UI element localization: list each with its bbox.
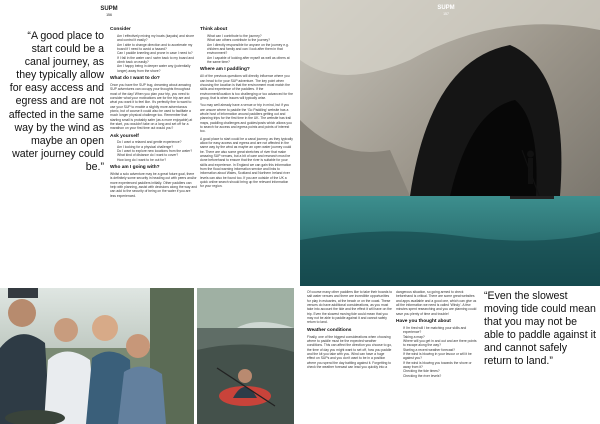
left-pullquote: “A good place to start could be a canal journey, as they typically allow for easy access and egress and are not affected in the same way by the wind as maybe an open water journey could be.” [8,30,104,173]
think-list [200,34,293,64]
think-heading: Think about [200,27,228,33]
who-paragraph: Whilst a solo adventure may be a great future goal, there is definitely some security in heading out with peers and/or more experienced paddlers initially. Other paddlers can help with planning, assist with decisions along the way and can add to the security of being on the water if you are less experienced. [110,171,197,198]
list-item: • Am I looking for a physical challenge? [117,145,197,149]
forecast-paragraph: dangerous situation, so going armed to check beforehand is critical. There are some great websites and apps available and a good one, which can give us all the information we need is called ‘Windy’. A few minutes spent researching and you are planning could save you plenty of time and trouble! [396,290,477,316]
list-item: • Do I want a relaxed and gentle experience? [117,140,197,144]
self-heading: Ask yourself [110,133,139,139]
kayak-photo [197,288,294,424]
group-photo-image [0,288,194,424]
column-2 [200,26,293,288]
list-item: • Taking a map? [403,335,478,339]
right-page-number: 157 [443,12,449,16]
sea-cave-image [300,0,600,286]
list-item: • Am I able to change direction and to accelerate my board if I need to avoid a hazard? [117,43,197,52]
list-item: • Am I capable of looking after myself as well as others at the same time? [207,56,293,65]
column-4 [396,290,478,422]
list-item: • Am I effectively mixing my boats (kayaks) and shore and control it easily? [117,34,197,43]
list-item: • Do I want to explore new locations from the water? [117,149,197,153]
list-item: • If I fall in the water can I swim back to my board and climb back on easily? [117,56,197,65]
where-paragraph-2: You may well already have a venue or trip in mind, but if you are unsure where to paddle the ‘Go Paddling’ website has a whole host of information around paddlers getting out and planning trips for the first time in the UK. The website has trail maps, paddling challenges and guides/posts which allows you to search for access and egress points and points of interest too. [200,103,292,134]
list-item: • What can others contribute to the journey? [207,38,293,42]
who-heading: Who am I going with? [110,165,160,171]
left-page-number: 156 [106,13,112,17]
list-item: • If I'm tired will I be matching your skills and experience? [403,326,478,335]
thought-about-list [396,326,478,378]
weather-paragraph: Finally, one of the biggest considerations when choosing where to paddle must be the expected weather conditions. This can affect the direction you choose to go, the time of day you might want to set off, how you paddle and the kit you take with you. Wind can have a huge effect on SUPs and you don't want to be in a position where you spend the day battling against it. Forgetting to check the weather forecast can lead you quickly into a [307,334,393,369]
right-pullquote: “Even the slowest moving tide could mean that you may not be able to paddle against it and cannot safely return to land.” [484,290,596,368]
consider-heading: Consider [110,27,131,33]
list-item: • What kind of distance do I want to cover? [117,153,197,157]
self-list [110,140,197,162]
list-item: • Checking the tide times? [403,369,478,373]
list-item: • What can I contribute to the journey? [207,34,293,38]
list-item: • If the wind is blowing you towards the shore or away from it? [403,361,478,370]
saltwater-paragraph: Of course many other paddlers like to take their boards to salt water venues and there are incredible opportunities for play in estuaries, at the beach or on the coast. These venues do have additional considerations, as you must take into account the tide and the effect it will have on the trip. Even the slowest moving tide could mean that you may not be able to paddle against it and cannot safely return to land. [307,290,393,325]
weather-heading: Weather conditions [307,327,352,333]
list-item: • Am I directly responsible for anyone on the journey e.g. children and family and can I look after them in that environment? [207,43,293,56]
column-3 [307,290,393,422]
list-item: • Can I paddle kneeling and prone in case I need to? [117,51,197,55]
list-item: • How long do I want to be out for? [117,158,197,162]
left-magazine-logo [97,6,121,18]
sea-cave-photo [300,0,600,286]
want-heading: What do I want to do? [110,76,160,82]
consider-list [110,34,197,73]
list-item: • If the wind is blowing in your favour or will it be against you? [403,352,478,361]
kayak-image [197,288,294,424]
column-1 [110,26,197,284]
list-item: • Am I happy being in deeper water any (potentially longer) away from the shore? [117,64,197,73]
left-logo-text: SUPM [100,6,118,12]
group-paddlers-photo [0,288,194,424]
list-item: • Checking the river levels? [403,374,478,378]
where-paragraph-1: All of the previous questions will directly influence where you can head to for your SUP adventure. The key point when choosing the location is that the environment must match the skills and experience of the paddlers. If the environment/location is too challenging or too advanced for the group, that is when issues will typically arise. [200,74,293,100]
where-heading: Where am I paddling? [200,67,250,73]
thought-about-heading: Have you thought about [396,319,451,325]
list-item: • Where will you get in and out and are there points to escape along the way? [403,339,478,348]
list-item: • Starting a recent weather forecast? [403,348,478,352]
want-paragraph: Once you have the SUP bug, dreaming about amazing SUP adventures can occupy your thoughts throughout most of the day! When you plan your trip, you need to consider what your motivations are for the trip are and what you want it to feel like. It's perfectly fine to want to use your SUP to enable a slightly more adventurous picnic, but of course it could also be used to facilitate a much longer physical challenge too. Remember that starting small is probably safer (as a more enjoyable) at the start, you wouldn't take on a long and set off for a marathon on your first time out would you? [110,82,193,131]
where-paragraph-3: A good place to start could be a canal journey, as they typically allow for easy access and egress and are not affected in the same way by the wind as maybe an open water journey could be. There are also some great stretches of river that make amazing SUP venues, but a bit of care and research must be done beforehand to ensure that the river is suitable for your skills and experience. In England we can gain this information from the flood warning information service and links to information about Wales, Scotland and Northern Ireland river levels can also be found too. If you are outside of the UK a quick online search should bring up the relevant information for your region. [200,136,293,189]
right-magazine-logo [434,5,458,17]
right-logo-text: SUPM [437,5,455,11]
